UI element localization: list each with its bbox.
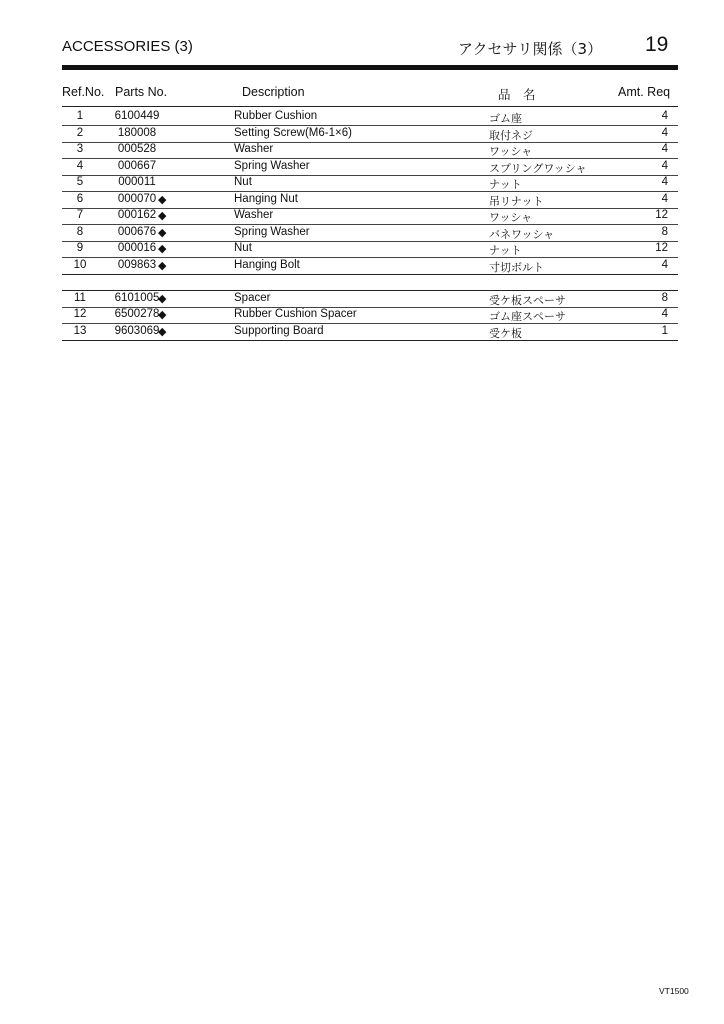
description: Setting Screw(M6-1×6) <box>234 126 352 139</box>
japanese-name: 吊リナット <box>489 194 544 208</box>
ref-number: 7 <box>76 209 84 221</box>
japanese-name: 取付ネジ <box>489 128 533 142</box>
japanese-name: ワッシャ <box>489 145 533 158</box>
ref-number: 6 <box>76 192 84 205</box>
description: Washer <box>234 209 274 221</box>
part-number: 000011 <box>118 176 156 188</box>
table-row <box>62 258 678 274</box>
amount-required: 4 <box>661 308 668 320</box>
description: Spacer <box>234 291 271 304</box>
table-row <box>62 175 678 191</box>
part-number: 000162 <box>117 209 157 221</box>
amount-required: 4 <box>661 176 668 188</box>
description: Spring Washer <box>234 159 310 172</box>
diamond-marker-icon: ◆ <box>158 325 167 338</box>
table-row <box>62 159 678 175</box>
col-header-ref: Ref.No. <box>62 85 105 99</box>
col-header-amount: Amt. Req <box>618 85 671 99</box>
part-number: 000528 <box>117 143 157 155</box>
ref-number: 3 <box>76 143 84 155</box>
amount-required: 4 <box>661 143 668 155</box>
table-row <box>62 291 678 307</box>
japanese-name: バネワッシャ <box>489 227 555 241</box>
table-row <box>62 126 678 142</box>
table-rule <box>62 340 678 341</box>
description: Rubber Cushion <box>234 110 318 122</box>
description: Hanging Bolt <box>234 258 300 271</box>
japanese-name: ナット <box>489 244 522 257</box>
description: Spring Washer <box>234 225 310 238</box>
description: Nut <box>234 176 252 188</box>
diamond-marker-icon: ◆ <box>158 259 167 272</box>
page-number: 19 <box>645 33 669 56</box>
ref-number: 5 <box>76 176 84 188</box>
japanese-name: 受ケ板 <box>489 326 522 340</box>
amount-required: 12 <box>655 242 668 254</box>
diamond-marker-icon: ◆ <box>158 210 167 222</box>
japanese-name: ゴム座スペーサ <box>489 310 566 323</box>
part-number: 000016 <box>117 242 157 254</box>
description: Supporting Board <box>234 324 324 337</box>
ref-number: 11 <box>74 291 86 304</box>
part-number: 000667 <box>117 159 157 172</box>
part-number: 6100449 <box>114 110 160 122</box>
ref-number: 8 <box>76 225 84 238</box>
page-title-jp: アクセサリ関係（3） <box>458 40 603 58</box>
amount-required: 4 <box>661 192 668 205</box>
ref-number: 4 <box>76 159 84 172</box>
japanese-name: ワッシャ <box>489 211 533 224</box>
table-row <box>62 109 678 125</box>
part-number: 009863 <box>117 258 157 271</box>
diamond-marker-icon: ◆ <box>158 193 167 206</box>
ref-number: 9 <box>76 242 84 254</box>
diamond-marker-icon: ◆ <box>158 292 167 305</box>
page-title-en: ACCESSORIES (3) <box>62 38 193 55</box>
diamond-marker-icon: ◆ <box>158 309 167 321</box>
header-divider <box>62 65 678 70</box>
table-row <box>62 225 678 241</box>
amount-required: 8 <box>661 225 668 238</box>
table-row <box>62 324 678 340</box>
table-rule <box>62 274 678 275</box>
japanese-name: ゴム座 <box>489 112 522 125</box>
col-header-parts: Parts No. <box>115 85 168 99</box>
ref-number: 13 <box>73 324 87 337</box>
japanese-name: ナット <box>489 178 522 191</box>
col-header-jp-name: 品 名 <box>498 87 536 102</box>
japanese-name: 寸切ボルト <box>489 260 544 274</box>
part-number: 6500278 <box>114 308 160 320</box>
table-row <box>62 208 678 224</box>
amount-required: 1 <box>661 324 668 337</box>
japanese-name: スプリングワッシャ <box>489 161 587 175</box>
ref-number: 12 <box>73 308 87 320</box>
part-number: 180008 <box>117 126 157 139</box>
ref-number: 10 <box>73 258 87 271</box>
table-row <box>62 307 678 323</box>
japanese-name: 受ケ板スペーサ <box>489 293 566 307</box>
table-row <box>62 192 678 208</box>
amount-required: 8 <box>661 291 668 304</box>
part-number: 6101005 <box>114 291 160 304</box>
amount-required: 4 <box>661 110 668 122</box>
table-rule <box>62 106 678 107</box>
col-header-description: Description <box>242 85 305 99</box>
ref-number: 2 <box>76 126 84 139</box>
ref-number: 1 <box>76 110 84 122</box>
description: Rubber Cushion Spacer <box>234 308 357 320</box>
part-number: 000070 <box>117 192 157 205</box>
table-row <box>62 241 678 257</box>
model-code: VT1500 <box>659 986 689 996</box>
description: Nut <box>234 242 252 254</box>
diamond-marker-icon: ◆ <box>158 243 167 255</box>
diamond-marker-icon: ◆ <box>158 226 167 239</box>
table-row <box>62 142 678 158</box>
description: Washer <box>234 143 274 155</box>
part-number: 9603069 <box>114 324 160 337</box>
amount-required: 4 <box>661 126 668 139</box>
table-rule <box>62 290 678 291</box>
amount-required: 12 <box>655 209 668 221</box>
amount-required: 4 <box>661 258 668 271</box>
part-number: 000676 <box>117 225 157 238</box>
description: Hanging Nut <box>234 192 298 205</box>
amount-required: 4 <box>661 159 668 172</box>
